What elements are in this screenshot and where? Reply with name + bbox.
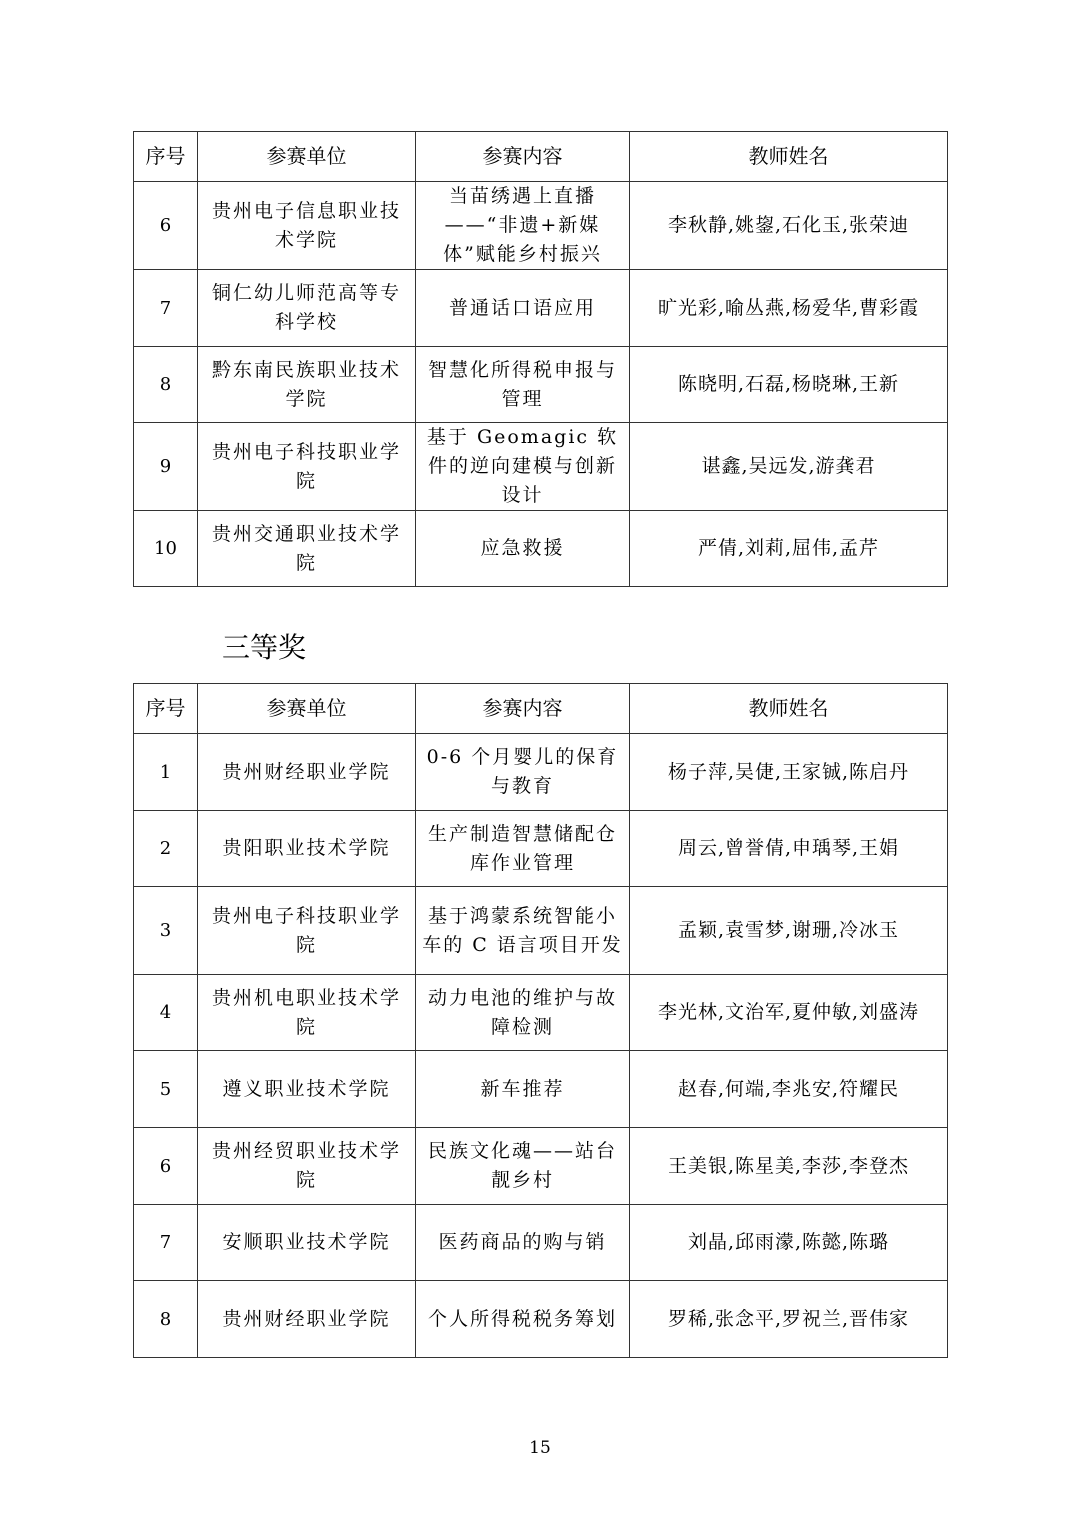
row-teachers: 谌鑫,吴远发,游龚君 (630, 423, 948, 511)
row-content: 个人所得税税务筹划 (416, 1281, 630, 1358)
table-row (134, 511, 948, 587)
row-content: 智慧化所得税申报与管理 (416, 347, 630, 423)
header-teachers: 教师姓名 (630, 684, 948, 734)
row-teachers: 王美银,陈星美,李莎,李登杰 (630, 1128, 948, 1205)
row-teachers: 李光林,文治军,夏仲敏,刘盛涛 (630, 975, 948, 1051)
table-row (134, 811, 948, 887)
header-teachers: 教师姓名 (630, 132, 948, 182)
page-number: 15 (529, 1438, 551, 1458)
table-row (134, 887, 948, 975)
header-content: 参赛内容 (416, 684, 630, 734)
table-row (134, 975, 948, 1051)
row-content: 动力电池的维护与故障检测 (416, 975, 630, 1051)
row-unit: 铜仁幼儿师范高等专科学校 (198, 270, 416, 347)
table-header-row (134, 132, 948, 182)
table-row (134, 270, 948, 347)
row-unit: 贵州电子信息职业技术学院 (198, 182, 416, 270)
row-unit: 安顺职业技术学院 (198, 1205, 416, 1281)
row-content: 普通话口语应用 (416, 270, 630, 347)
section-title-third-prize: 三等奖 (222, 631, 307, 664)
row-number: 10 (134, 511, 198, 587)
table-row (134, 182, 948, 270)
row-unit: 贵州经贸职业技术学院 (198, 1128, 416, 1205)
table-row (134, 1128, 948, 1205)
row-content: 民族文化魂——站台靓乡村 (416, 1128, 630, 1205)
row-number: 7 (134, 1205, 198, 1281)
row-unit: 遵义职业技术学院 (198, 1051, 416, 1128)
row-teachers: 赵春,何端,李兆安,符耀民 (630, 1051, 948, 1128)
row-number: 8 (134, 347, 198, 423)
header-content: 参赛内容 (416, 132, 630, 182)
row-teachers: 杨子萍,吴倢,王家铖,陈启丹 (630, 734, 948, 811)
row-number: 8 (134, 1281, 198, 1358)
table-row (134, 1051, 948, 1128)
row-content: 新车推荐 (416, 1051, 630, 1128)
row-unit: 贵州机电职业技术学院 (198, 975, 416, 1051)
row-unit: 贵州电子科技职业学院 (198, 887, 416, 975)
row-number: 5 (134, 1051, 198, 1128)
table-header-row (134, 684, 948, 734)
award-table-third-prize (133, 683, 948, 1358)
header-number: 序号 (134, 684, 198, 734)
row-content: 基于 Geomagic 软件的逆向建模与创新设计 (416, 423, 630, 511)
header-unit: 参赛单位 (198, 684, 416, 734)
award-table-second-prize-continued (133, 131, 948, 587)
table-row (134, 347, 948, 423)
row-teachers: 刘晶,邱雨濛,陈懿,陈璐 (630, 1205, 948, 1281)
row-number: 3 (134, 887, 198, 975)
row-content: 医药商品的购与销 (416, 1205, 630, 1281)
row-unit: 贵阳职业技术学院 (198, 811, 416, 887)
table-row (134, 423, 948, 511)
row-unit: 贵州交通职业技术学院 (198, 511, 416, 587)
row-content: 基于鸿蒙系统智能小车的 C 语言项目开发 (416, 887, 630, 975)
row-unit: 贵州电子科技职业学院 (198, 423, 416, 511)
row-number: 1 (134, 734, 198, 811)
table-row (134, 734, 948, 811)
row-number: 2 (134, 811, 198, 887)
row-teachers: 李秋静,姚鋆,石化玉,张荣迪 (630, 182, 948, 270)
row-teachers: 陈晓明,石磊,杨晓琳,王新 (630, 347, 948, 423)
row-teachers: 罗稀,张念平,罗祝兰,晋伟家 (630, 1281, 948, 1358)
row-number: 6 (134, 1128, 198, 1205)
row-content: 生产制造智慧储配仓库作业管理 (416, 811, 630, 887)
table-row (134, 1281, 948, 1358)
table-row (134, 1205, 948, 1281)
row-number: 4 (134, 975, 198, 1051)
row-content: 应急救援 (416, 511, 630, 587)
row-teachers: 旷光彩,喻丛燕,杨爱华,曹彩霞 (630, 270, 948, 347)
row-number: 6 (134, 182, 198, 270)
row-unit: 贵州财经职业学院 (198, 734, 416, 811)
row-unit: 贵州财经职业学院 (198, 1281, 416, 1358)
row-number: 9 (134, 423, 198, 511)
row-number: 7 (134, 270, 198, 347)
row-teachers: 周云,曾誉倩,申瑀琴,王娟 (630, 811, 948, 887)
header-unit: 参赛单位 (198, 132, 416, 182)
header-number: 序号 (134, 132, 198, 182)
row-unit: 黔东南民族职业技术学院 (198, 347, 416, 423)
row-content: 当苗绣遇上直播——“非遗+新媒体”赋能乡村振兴 (416, 182, 630, 270)
row-teachers: 严倩,刘莉,屈伟,孟芹 (630, 511, 948, 587)
row-teachers: 孟颖,袁雪梦,谢珊,冷冰玉 (630, 887, 948, 975)
row-content: 0-6 个月婴儿的保育与教育 (416, 734, 630, 811)
